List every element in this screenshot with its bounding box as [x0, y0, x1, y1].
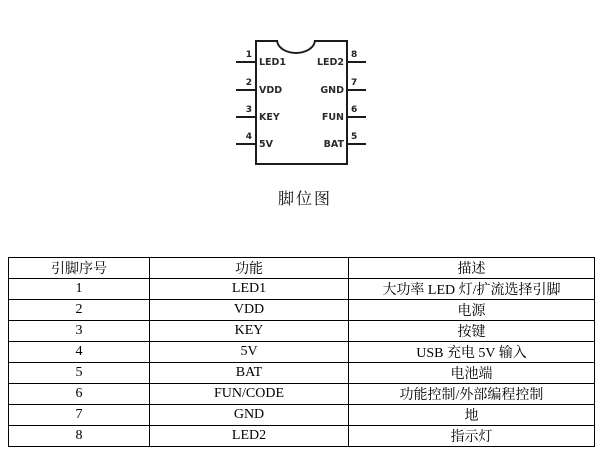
pin-label-vdd: VDD	[259, 85, 283, 96]
table-header-row	[9, 258, 595, 279]
cell-pin-number: 1	[9, 279, 150, 300]
cell-function: KEY	[150, 321, 349, 342]
table-row	[9, 426, 595, 447]
cell-function: LED1	[150, 279, 349, 300]
pin1-orientation-notch-icon	[276, 40, 316, 54]
cell-function: 5V	[150, 342, 349, 363]
pin-number-7: 7	[351, 78, 358, 88]
cell-description: 指示灯	[349, 426, 595, 447]
pin-label-gnd: GND	[320, 85, 344, 96]
table-row	[9, 321, 595, 342]
pin-lead-1	[236, 61, 255, 63]
pin-label-5v: 5V	[259, 139, 273, 150]
cell-description: 按键	[349, 321, 595, 342]
table-row	[9, 300, 595, 321]
pin-label-key: KEY	[259, 112, 280, 123]
pin-number-5: 5	[351, 132, 358, 142]
pin-label-led2: LED2	[316, 57, 344, 68]
pin-number-8: 8	[351, 50, 358, 60]
cell-function: LED2	[150, 426, 349, 447]
cell-function: GND	[150, 405, 349, 426]
cell-description: USB 充电 5V 输入	[349, 342, 595, 363]
header-description: 描述	[349, 258, 595, 279]
cell-pin-number: 3	[9, 321, 150, 342]
cell-description: 电源	[349, 300, 595, 321]
pin-lead-2	[236, 89, 255, 91]
header-function: 功能	[150, 258, 349, 279]
pin-number-2: 2	[245, 78, 252, 88]
pin-lead-4	[236, 143, 255, 145]
cell-pin-number: 2	[9, 300, 150, 321]
pin-number-1: 1	[245, 50, 252, 60]
pin-lead-3	[236, 116, 255, 118]
cell-description: 大功率 LED 灯/扩流选择引脚	[349, 279, 595, 300]
pin-lead-5	[347, 143, 366, 145]
diagram-caption: 脚位图	[277, 191, 332, 208]
pin-lead-8	[347, 61, 366, 63]
cell-function: FUN/CODE	[150, 384, 349, 405]
cell-pin-number: 8	[9, 426, 150, 447]
cell-pin-number: 4	[9, 342, 150, 363]
table-row	[9, 384, 595, 405]
cell-pin-number: 6	[9, 384, 150, 405]
pin-function-table	[8, 257, 594, 447]
pin-number-6: 6	[351, 105, 358, 115]
table-row	[9, 363, 595, 384]
pin-lead-7	[347, 89, 366, 91]
cell-pin-number: 7	[9, 405, 150, 426]
table-row	[9, 342, 595, 363]
header-pin-number: 引脚序号	[9, 258, 150, 279]
table-row	[9, 405, 595, 426]
table-row	[9, 279, 595, 300]
pin-lead-6	[347, 116, 366, 118]
cell-function: BAT	[150, 363, 349, 384]
cell-pin-number: 5	[9, 363, 150, 384]
pin-label-fun: FUN	[321, 112, 344, 123]
cell-description: 地	[349, 405, 595, 426]
pin-number-4: 4	[245, 132, 252, 142]
cell-function: VDD	[150, 300, 349, 321]
cell-description: 电池端	[349, 363, 595, 384]
pin-label-bat: BAT	[323, 139, 344, 150]
pin-number-3: 3	[245, 105, 252, 115]
cell-description: 功能控制/外部编程控制	[349, 384, 595, 405]
pin-label-led1: LED1	[259, 57, 287, 68]
